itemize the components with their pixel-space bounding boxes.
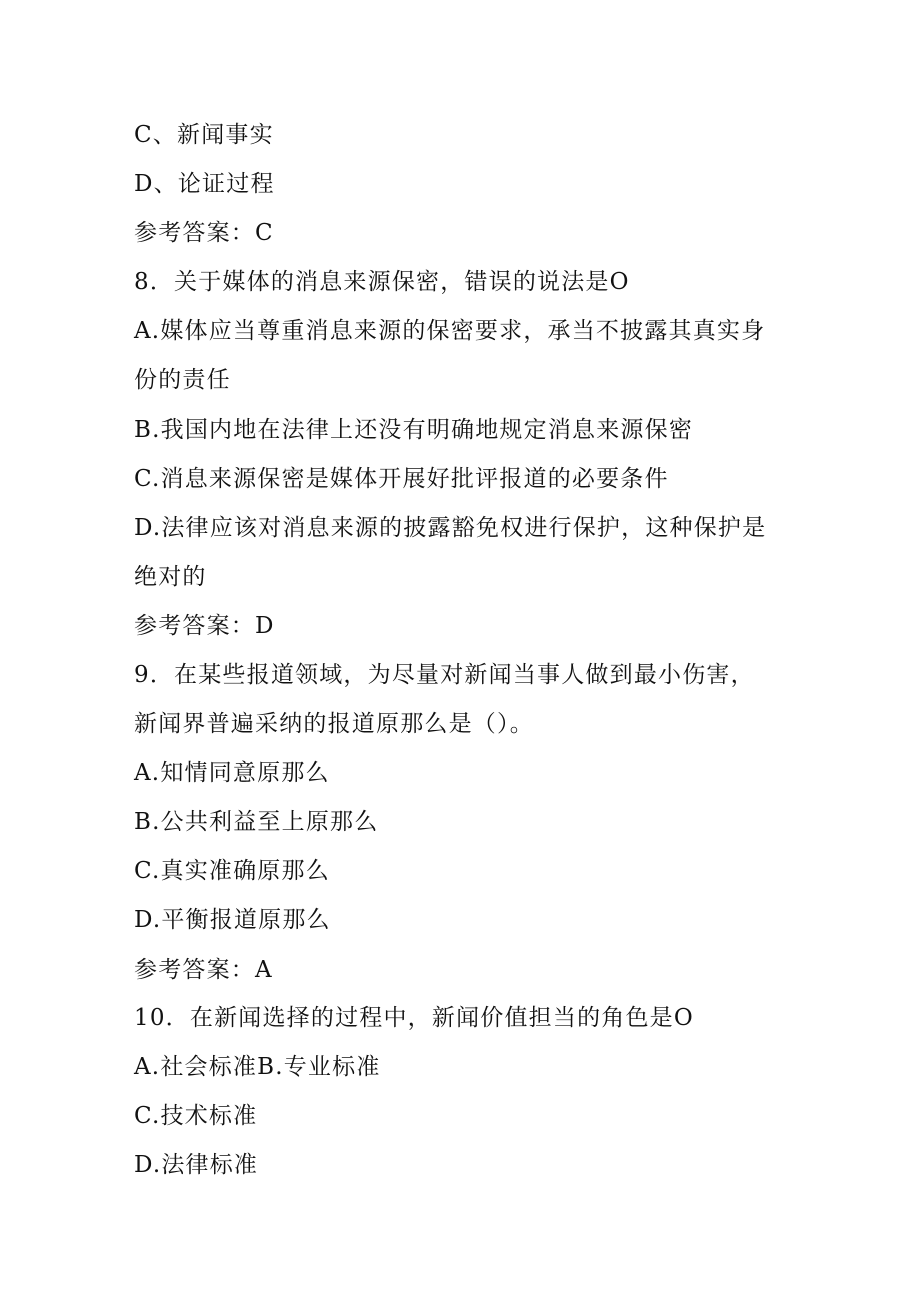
q9-option-d: D.平衡报道原那么 [134, 907, 331, 933]
q8-option-b: B.我国内地在法律上还没有明确地规定消息来源保密 [134, 417, 694, 443]
q8-option-d-line1: D.法律应该对消息来源的披露豁免权进行保护，这种保护是 [134, 515, 767, 541]
q10-option-c: C.技术标准 [134, 1103, 258, 1129]
q8-option-d-line2: 绝对的 [134, 564, 207, 590]
q8-option-a-line2: 份的责任 [134, 367, 231, 393]
answer-q7: 参考答案：C [134, 220, 274, 246]
question-8: 8．关于媒体的消息来源保密，错误的说法是O [134, 269, 630, 295]
answer-q8: 参考答案：D [134, 613, 275, 639]
option-c-news-facts: C、新闻事实 [134, 122, 274, 148]
q10-options-a-b: A.社会标准B.专业标准 [134, 1054, 381, 1080]
q8-option-c: C.消息来源保密是媒体开展好批评报道的必要条件 [134, 466, 669, 492]
q9-option-a: A.知情同意原那么 [134, 760, 330, 786]
question-10: 10．在新闻选择的过程中，新闻价值担当的角色是O [134, 1005, 694, 1031]
q9-option-c: C.真实准确原那么 [134, 858, 330, 884]
q9-option-b: B.公共利益至上原那么 [134, 809, 379, 835]
question-9-line1: 9．在某些报道领域，为尽量对新闻当事人做到最小伤害， [134, 662, 755, 688]
answer-q9: 参考答案：A [134, 957, 273, 983]
option-d-argument-process: D、论证过程 [134, 171, 275, 197]
q10-option-d: D.法律标准 [134, 1152, 259, 1178]
q8-option-a-line1: A.媒体应当尊重消息来源的保密要求，承当不披露其真实身 [134, 318, 766, 344]
question-9-line2: 新闻界普遍采纳的报道原那么是（）。 [134, 711, 534, 737]
